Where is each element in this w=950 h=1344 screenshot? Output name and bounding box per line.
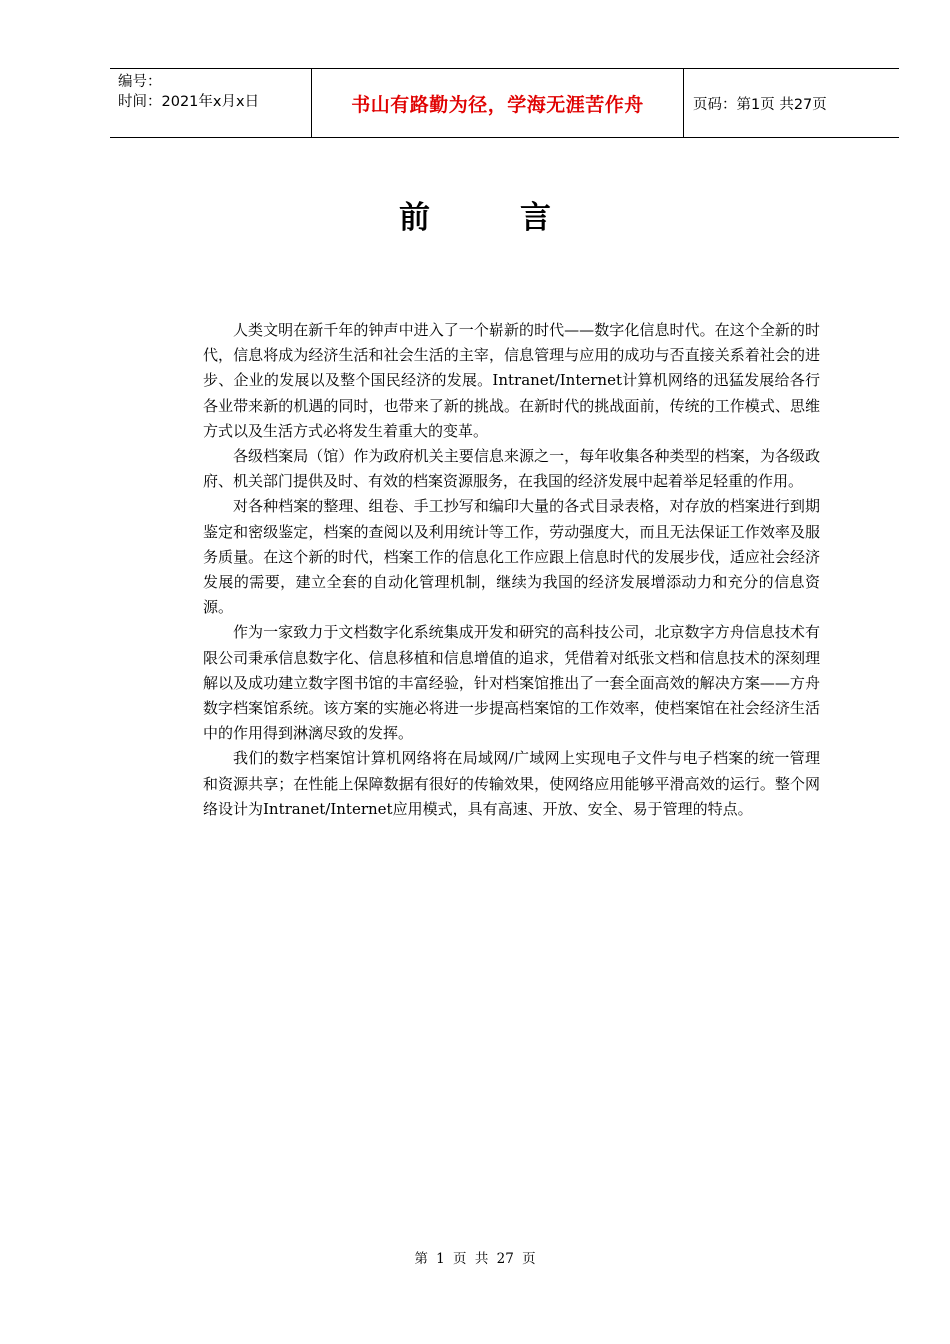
header-motto: 书山有路勤为径，学海无涯苦作舟: [312, 69, 684, 137]
header-page-info: 页码：第1页 共27页: [693, 96, 827, 113]
document-body: [203, 318, 820, 822]
header-meta: [110, 69, 312, 137]
paragraph: 作为一家致力于文档数字化系统集成开发和研究的高科技公司，北京数字方舟信息技术有限公司秉承信息数字化、信息移植和信息增值的追求，凭借着对纸张文档和信息技术的深刻理解以及成功建立数字图书馆的丰富经验，针对档案馆推出了一套全面高效的解决方案——方舟数字档案馆系统。该方案的实施必将进一步提高档案馆的工作效率，使档案馆在社会经济生活中的作用得到淋漓尽致的发挥。: [203, 623, 820, 743]
paragraph: 人类文明在新千年的钟声中进入了一个崭新的时代——数字化信息时代。在这个全新的时代，信息将成为经济生活和社会生活的主宰，信息管理与应用的成功与否直接关系着社会的进步、企业的发展以及整个国民经济的发展。Intranet/Internet计算机网络的迅猛发展给各行各业带来新的机遇的同时，也带来了新的挑战。在新时代的挑战面前，传统的工作模式、思维方式以及生活方式必将发生着重大的变革。: [203, 321, 820, 440]
paragraph: 我们的数字档案馆计算机网络将在局域网/广域网上实现电子文件与电子档案的统一管理和资源共享；在性能上保障数据有很好的传输效果，使网络应用能够平滑高效的运行。整个网络设计为Intranet/Internet应用模式，具有高速、开放、安全、易于管理的特点。: [203, 749, 820, 818]
document-header: [110, 68, 899, 138]
paragraph: 各级档案局（馆）作为政府机关主要信息来源之一，每年收集各种类型的档案，为各级政府、机关部门提供及时、有效的档案资源服务，在我国的经济发展中起着举足轻重的作用。: [203, 447, 820, 491]
page-footer: 第 1 页 共 27 页: [414, 1251, 536, 1267]
page-title: 前言: [399, 200, 641, 236]
document-date: 时间：2021年x月x日: [118, 94, 260, 110]
paragraph: 对各种档案的整理、组卷、手工抄写和编印大量的各式目录表格，对存放的档案进行到期鉴定和密级鉴定，档案的查阅以及利用统计等工作，劳动强度大，而且无法保证工作效率及服务质量。在这个新的时代，档案工作的信息化工作应跟上信息时代的发展步伐，适应社会经济发展的需要，建立全套的自动化管理机制，继续为我国的经济发展增添动力和充分的信息资源。: [203, 497, 820, 617]
document-number-label: 编号：: [118, 74, 162, 90]
